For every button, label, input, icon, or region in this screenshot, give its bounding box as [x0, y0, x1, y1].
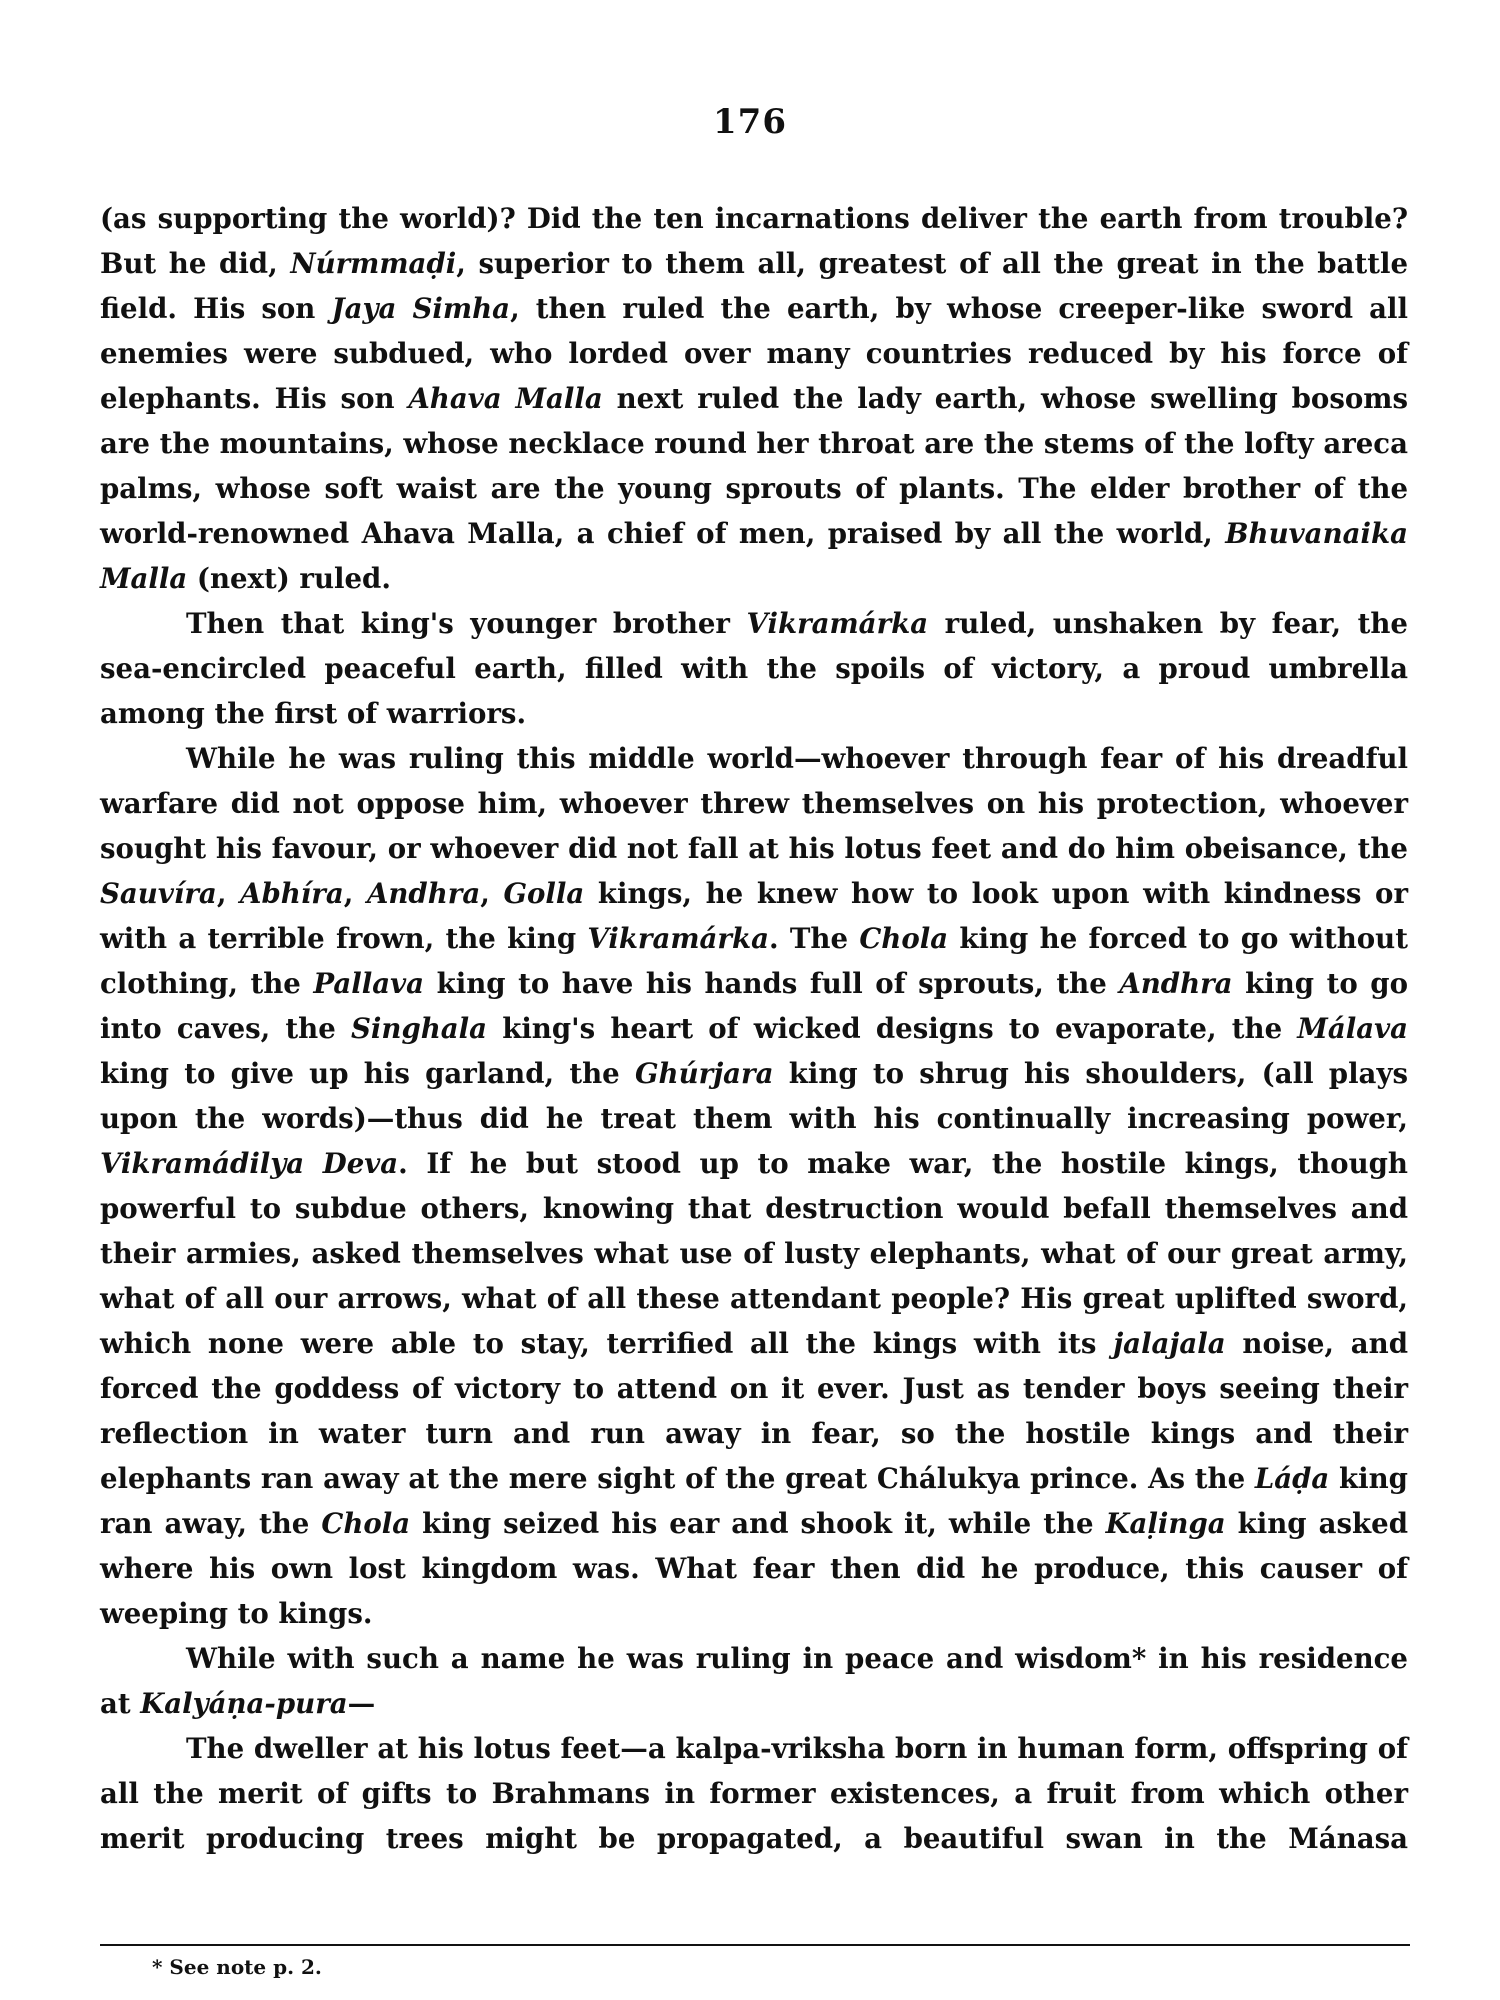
paragraph-lotus-feet-dweller: The dweller at his lotus feet—a kalpa-vriksha born in human form, offspring of all the merit of gifts to Brahmans in former existences, a fruit from which other merit producing trees might be propagated, a beautiful swan in the Mánasa — [100, 1732, 1408, 1855]
page-number: 176 — [713, 102, 787, 142]
paragraph-continued: (as supporting the world)? Did the ten incarnations deliver the earth from trouble? But he did, Núrmmaḍi, superior to them all, greatest of all the great in the battle field. His son Jaya Simha, then ruled the earth, by whose creeper-like sword all enemies were subdued, who lorded over many countries reduced by his force of elephants. His son Ahava Malla next ruled the lady earth, whose swelling bosoms are the mountains, whose necklace round her throat are the stems of the lofty areca palms, whose soft waist are the young sprouts of plants. The elder brother of the world-renowned Ahava Malla, a chief of men, praised by all the world, Bhuvanaika Malla (next) ruled. — [100, 202, 1408, 595]
footnote-divider — [100, 1944, 1410, 1946]
paragraph-kalyanapura: While with such a name he was ruling in peace and wisdom* in his residence at Kalyáṇa-pura— — [100, 1642, 1408, 1720]
footnote: * See note p. 2. — [152, 1955, 322, 1979]
paragraph-middle-world: While he was ruling this middle world—whoever through fear of his dreadful warfare did not oppose him, whoever threw themselves on his protection, whoever sought his favour, or whoever did not fall at his lotus feet and do him obeisance, the Sauvíra, Abhíra, Andhra, Golla kings, he knew how to look upon with kindness or with a terrible frown, the king Vikramárka. The Chola king he forced to go without clothing, the Pallava king to have his hands full of sprouts, the Andhra king to go into caves, the Singhala king's heart of wicked designs to evaporate, the Málava king to give up his garland, the Ghúrjara king to shrug his shoulders, (all plays upon the words)—thus did he treat them with his continually increasing power, Vikramádilya Deva. If he but stood up to make war, the hostile kings, though powerful to subdue others, knowing that destruction would befall themselves and their armies, asked themselves what use of lusty elephants, what of our great army, what of all our arrows, what of all these attendant people? His great uplifted sword, which none were able to stay, terrified all the kings with its jalajala noise, and forced the goddess of victory to attend on it ever. Just as tender boys seeing their reflection in water turn and run away in fear, so the hostile kings and their elephants ran away at the mere sight of the great Chálukya prince. As the Láḍa king ran away, the Chola king seized his ear and shook it, while the Kaḷinga king asked where his own lost kingdom was. What fear then did he produce, this causer of weeping to kings. — [100, 742, 1409, 1630]
body-text — [100, 196, 1408, 1861]
paragraph-vikramarka-rule: Then that king's younger brother Vikramárka ruled, unshaken by fear, the sea-encircled peaceful earth, filled with the spoils of victory, a proud umbrella among the first of warriors. — [100, 607, 1408, 730]
